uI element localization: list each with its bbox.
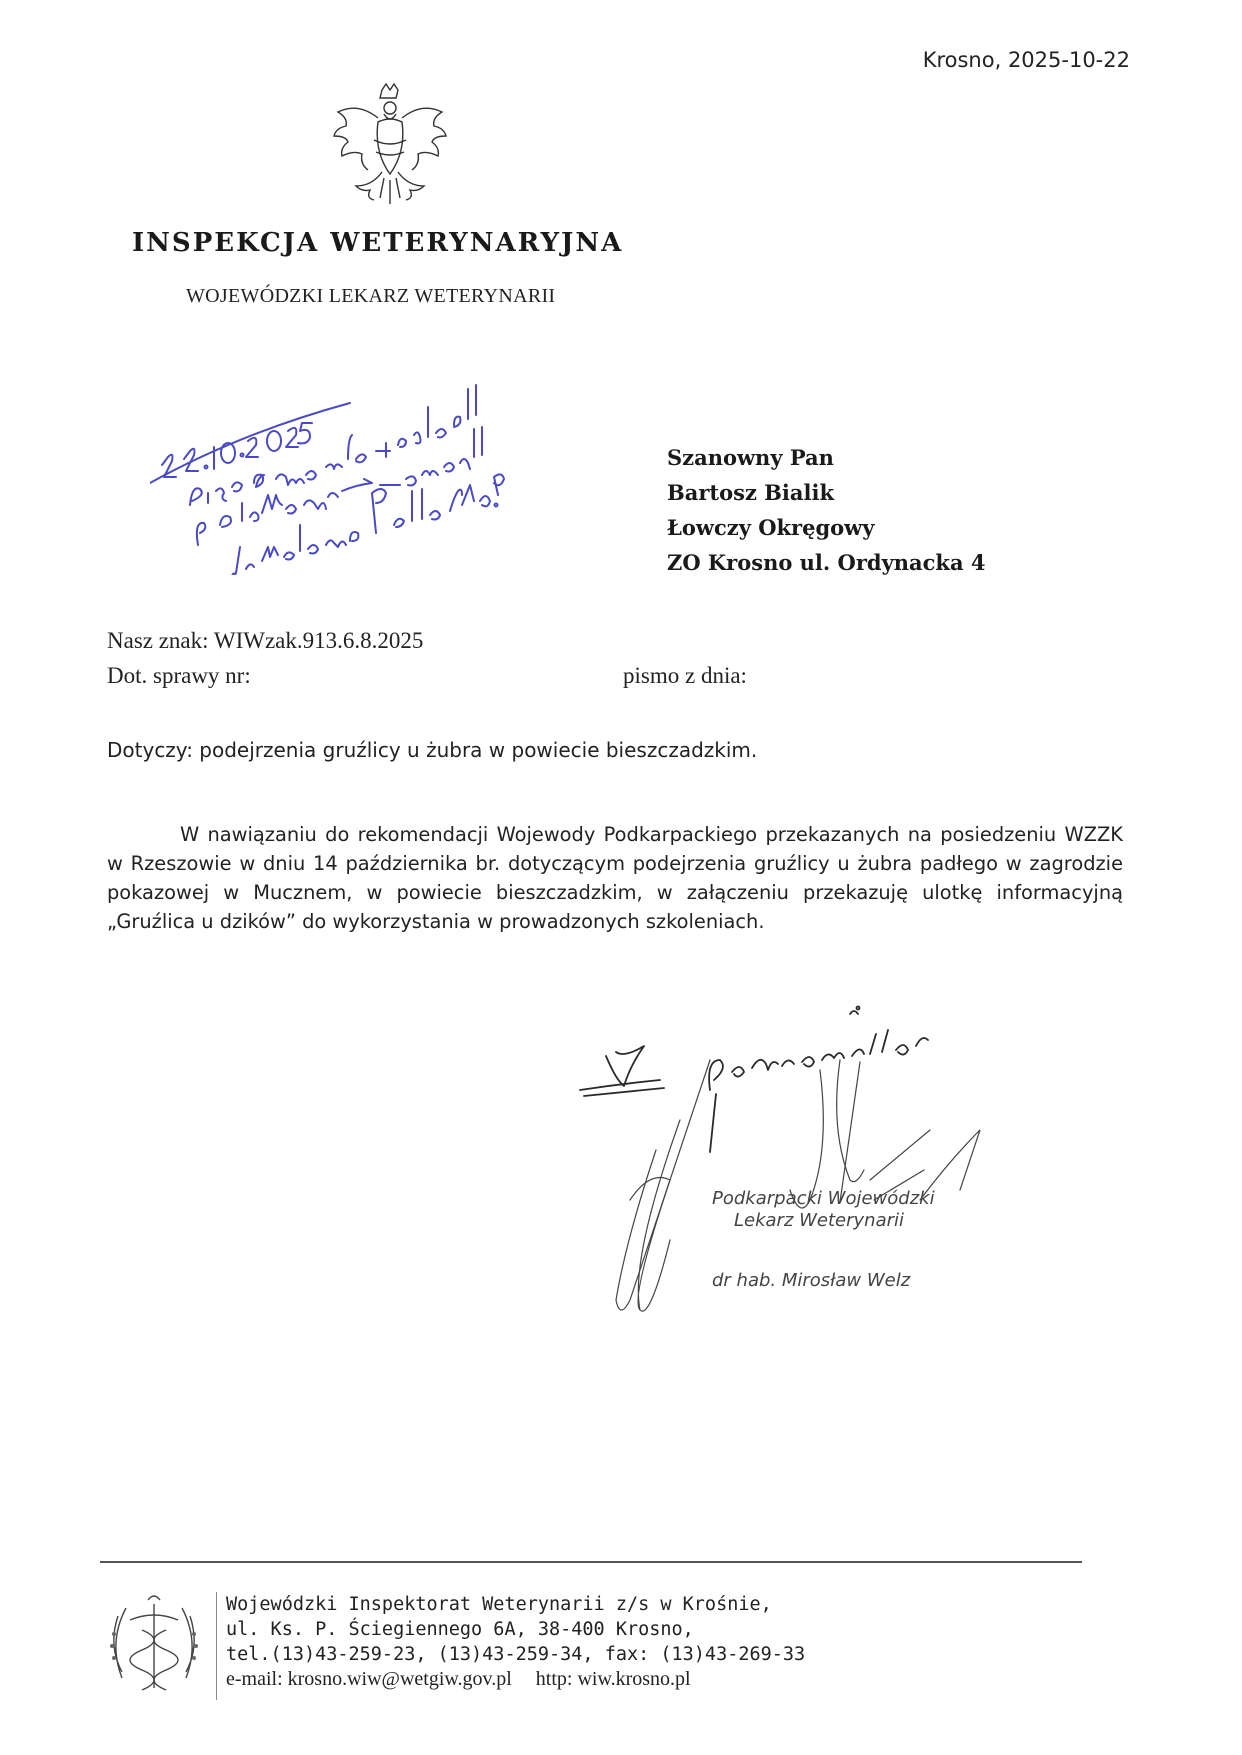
footer-phones: tel.(13)43-259-23, (13)43-259-34, fax: (13)43-269-33	[226, 1644, 806, 1665]
polish-eagle-emblem-icon	[330, 82, 450, 212]
footer-email-web	[226, 1667, 805, 1692]
footer-website[interactable]: http: wiw.krosno.pl	[535, 1668, 691, 1690]
organization-subtitle: WOJEWÓDZKI LEKARZ WETERYNARII	[186, 285, 556, 307]
addressee-position: Łowczy Okręgowy	[667, 515, 875, 540]
case-number: Dot. sprawy nr:	[107, 663, 251, 688]
footer-vertical-divider	[216, 1592, 217, 1700]
organization-title: INSPEKCJA WETERYNARYJNA	[132, 228, 624, 258]
place-date: Krosno, 2025-10-22	[922, 48, 1130, 72]
subject-line: Dotyczy: podejrzenia gruźlicy u żubra w powiecie bieszczadzkim.	[107, 738, 758, 762]
stamp-line-2: Lekarz Weterynarii	[734, 1210, 905, 1231]
stamp-signatory: dr hab. Mirosław Welz	[712, 1270, 911, 1291]
letter-date: pismo z dnia:	[623, 663, 747, 688]
footer-email[interactable]: e-mail: krosno.wiw@wetgiw.gov.pl	[226, 1668, 512, 1690]
addressee-salutation: Szanowny Pan	[667, 445, 834, 470]
veterinary-caduceus-logo-icon	[100, 1590, 208, 1698]
official-stamp	[712, 1188, 935, 1292]
letter-body: W nawiązaniu do rekomendacji Wojewody Podkarpackiego przekazanych na posiedzeniu WZZK w Rzeszowie w dniu 14 października br. dotyczącym podejrzenia gruźlicy u żubra padłego w zagrodzie pokazowej w Mucznem, w powiecie bieszczadzkim, w załączeniu przekazuję ulotkę informacyjną „Gruźlica u dzików” do wykorzystania w prowadzonych szkoleniach.	[107, 823, 1123, 933]
footer-divider-line	[100, 1561, 1082, 1563]
our-reference: Nasz znak: WIWzak.913.6.8.2025	[107, 628, 424, 653]
footer-institution: Wojewódzki Inspektorat Weterynarii z/s w Krośnie,	[226, 1594, 772, 1615]
footer-address: ul. Ks. P. Ściegiennego 6A, 38-400 Krosno,	[226, 1619, 694, 1640]
handwritten-annotation	[150, 355, 590, 575]
addressee-block	[667, 440, 986, 580]
addressee-address: ZO Krosno ul. Ordynacka 4	[667, 550, 986, 575]
stamp-line-1: Podkarpacki Wojewódzki	[712, 1188, 935, 1209]
addressee-name: Bartosz Bialik	[667, 480, 835, 505]
footer-contact-block	[226, 1592, 805, 1692]
